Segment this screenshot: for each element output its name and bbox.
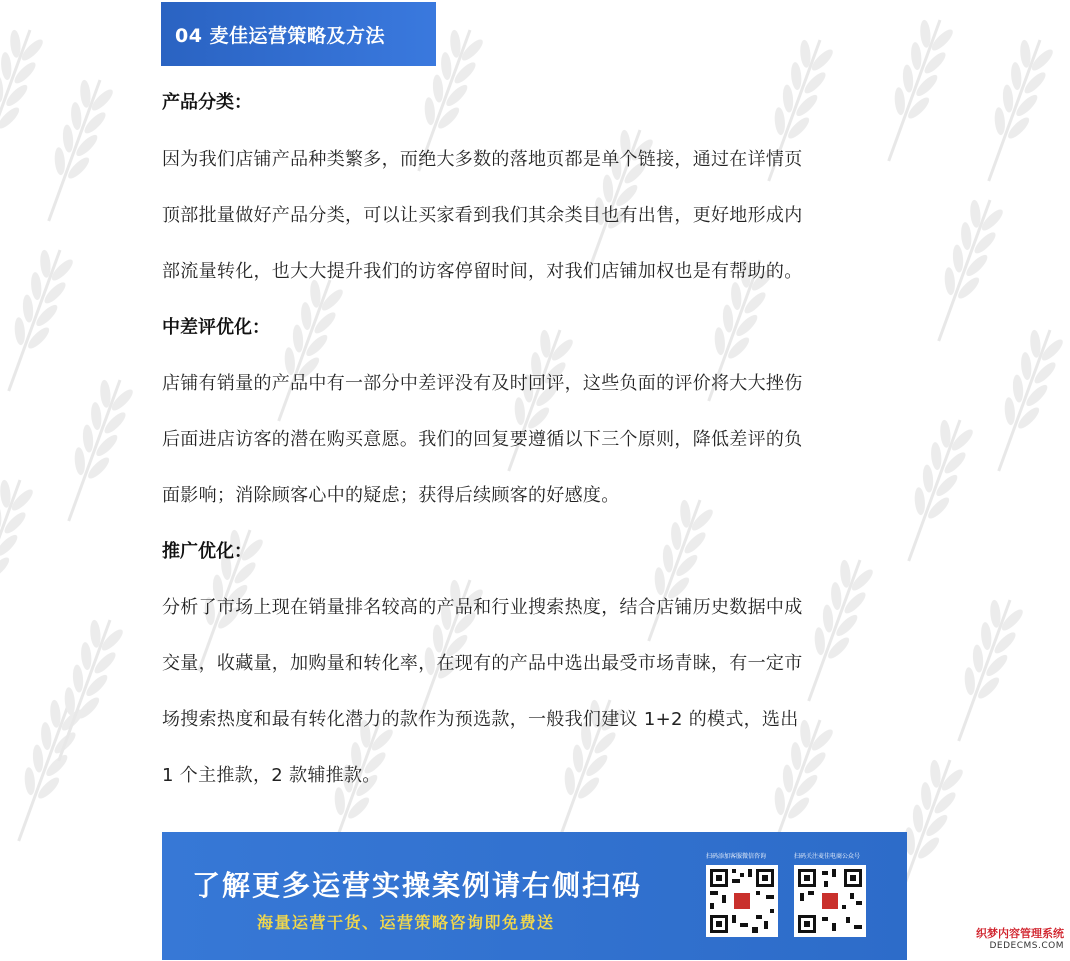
qr-code-icon: [706, 865, 778, 937]
paragraph-line: 后面进店访客的潜在购买意愿。我们的回复要遵循以下三个原则，降低差评的负: [162, 429, 803, 450]
qr-code-icon: [794, 865, 866, 937]
watermark-line2: DEDECMS.COM: [989, 941, 1064, 951]
paragraph-line: 分析了市场上现在销量排名较高的产品和行业搜索热度，结合店铺历史数据中成: [162, 597, 803, 618]
paragraph-line: 场搜索热度和最有转化潜力的款作为预选款，一般我们建议 1+2 的模式，选出: [162, 709, 799, 730]
paragraph-line: 交量，收藏量，加购量和转化率，在现有的产品中选出最受市场青睐，有一定市: [162, 653, 803, 674]
paragraph-line: 面影响；消除顾客心中的疑虑；获得后续顾客的好感度。: [162, 485, 620, 506]
paragraph-line: 因为我们店铺产品种类繁多，而绝大多数的落地页都是单个链接，通过在详情页: [162, 149, 803, 170]
paragraph-line: 店铺有销量的产品中有一部分中差评没有及时回评，这些负面的评价将大大挫伤: [162, 373, 803, 394]
watermark-line1: 织梦内容管理系统: [976, 927, 1064, 940]
qr-code-official-account[interactable]: [794, 865, 866, 937]
section-title: 04 麦佳运营策略及方法: [175, 24, 386, 47]
banner-title: 了解更多运营实操案例请右侧扫码: [192, 869, 643, 902]
section-title-banner: [161, 2, 436, 66]
paragraph-line: 1 个主推款，2 款辅推款。: [162, 765, 381, 786]
qr-promo-banner: [162, 832, 907, 960]
qr-left-caption: 扫码添加客服微信咨询: [706, 853, 767, 860]
heading-review-optimization: 中差评优化：: [162, 317, 270, 338]
heading-product-category: 产品分类：: [162, 92, 252, 113]
banner-subtitle: 海量运营干货、运营策略咨询即免费送: [257, 913, 555, 932]
paragraph-line: 部流量转化，也大大提升我们的访客停留时间，对我们店铺加权也是有帮助的。: [162, 261, 803, 282]
qr-right-caption: 扫码关注麦佳电商公众号: [794, 853, 861, 860]
heading-promotion-optimization: 推广优化：: [162, 541, 252, 562]
qr-code-customer-service[interactable]: [706, 865, 778, 937]
paragraph-line: 顶部批量做好产品分类，可以让买家看到我们其余类目也有出售，更好地形成内: [162, 205, 803, 226]
site-watermark: [976, 925, 1064, 951]
